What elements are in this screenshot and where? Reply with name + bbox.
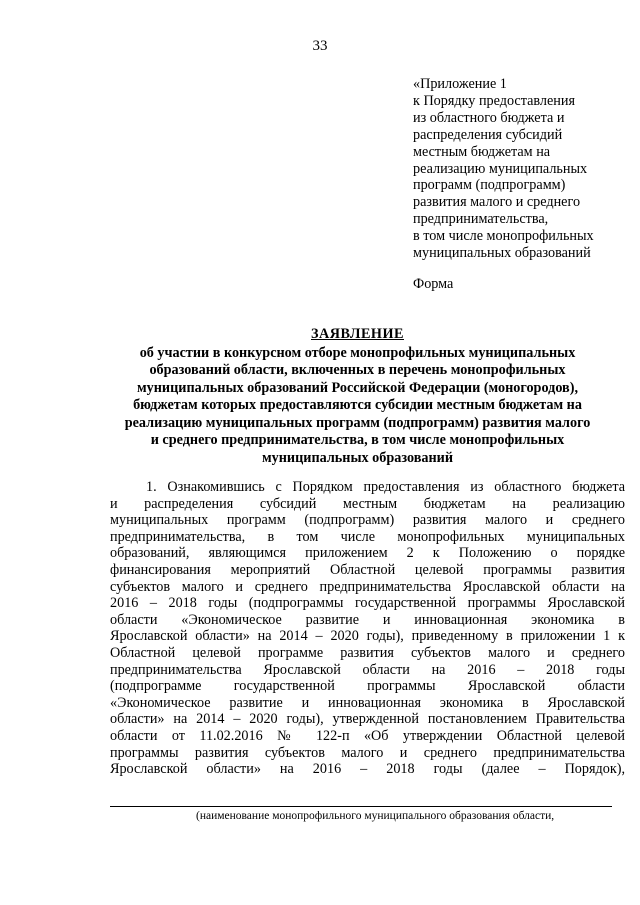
page-number: 33 (312, 38, 328, 54)
body-line: предпринимательства, в том числе монопрофильных муниципальных (110, 528, 625, 545)
heading-line: образований области, включенных в перечень монопрофильных (149, 362, 566, 378)
body-line: 1. Ознакомившись с Порядком предоставления из областного бюджета (146, 479, 625, 495)
heading-line: муниципальных образований (261, 449, 453, 466)
body-line: Ярославской области» на 2016 – 2018 годы (далее – Порядок), (110, 761, 625, 778)
appendix-line: распределения субсидий (413, 126, 563, 143)
body-line: и распределения субсидий местным бюджетам на реализацию (110, 495, 625, 512)
heading-line: реализацию муниципальных программ (подпрограмм) развития малого (124, 414, 591, 431)
heading-line: об участии в конкурсном отборе монопрофильных муниципальных (139, 344, 576, 361)
appendix-block (413, 76, 628, 262)
body-line: Областной целевой программе развития субъектов малого и среднего (110, 644, 625, 661)
body-line: программы развития субъектов малого и среднего предпринимательства (110, 744, 625, 761)
appendix-line: развития малого и среднего (413, 194, 581, 211)
body-line: области от 11.02.2016 № 122-п «Об утверждении Областной целевой (110, 727, 625, 744)
appendix-line: к Порядку предоставления (413, 92, 575, 109)
body-line: 2016 – 2018 годы (подпрограммы государственной программы Ярославской (110, 595, 625, 612)
body-line: образований, являющимся приложением 2 к Положению о порядке (110, 545, 625, 562)
body-line: (подпрограмме государственной программы Ярославской области (110, 678, 625, 695)
document-title: ЗАЯВЛЕНИЕ (311, 326, 404, 342)
appendix-line: реализацию муниципальных (413, 160, 588, 177)
appendix-line: в том числе монопрофильных (413, 228, 594, 245)
fill-in-caption: (наименование монопрофильного муниципального образования области, (196, 810, 555, 822)
heading-line: муниципальных образований Российской Федерации (моногородов), (136, 379, 578, 396)
body-line: «Экономическое развитие и инновационная экономика в Ярославской (110, 694, 625, 711)
body-line: финансирования мероприятий Областной целевой программы развития (110, 561, 625, 578)
body-line: предпринимательства Ярославской области на 2016 – 2018 годы (110, 661, 625, 678)
appendix-line: «Приложение 1 (413, 76, 507, 92)
body-line: муниципальных программ (подпрограмм) развития малого и среднего (110, 512, 625, 529)
appendix-line: предпринимательства, (413, 211, 549, 228)
body-line: области «Экономическое развитие и инновационная экономика в (110, 611, 625, 628)
appendix-line: из областного бюджета и (413, 109, 565, 126)
body-line: области» на 2014 – 2020 годы), утвержденной постановлением Правительства (110, 711, 625, 728)
fill-in-line (110, 806, 612, 807)
body-paragraph (110, 479, 625, 778)
body-line: субъектов малого и среднего предпринимательства Ярославской области на (110, 578, 625, 595)
appendix-line: муниципальных образований (413, 245, 591, 262)
heading-line: бюджетам которых предоставляются субсидии местным бюджетам на (133, 397, 582, 413)
heading-line: и среднего предпринимательства, в том числе монопрофильных (150, 432, 565, 448)
appendix-line: программ (подпрограмм) (413, 177, 566, 194)
appendix-line: местным бюджетам на (413, 143, 551, 160)
body-line: Ярославской области» на 2014 – 2020 годы), приведенному в приложении 1 к (110, 628, 625, 645)
form-label: Форма (413, 276, 454, 292)
document-heading (95, 326, 620, 467)
